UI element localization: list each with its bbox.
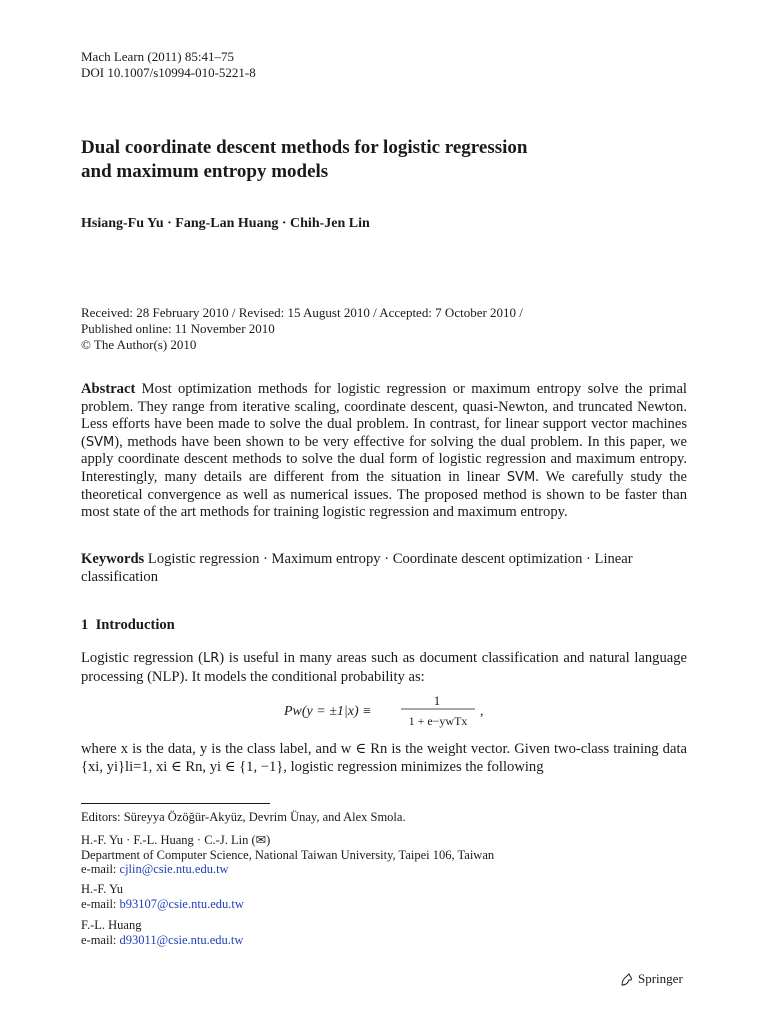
equation-comma: ,	[480, 704, 484, 719]
intro-paragraph-1	[81, 649, 687, 686]
equation-conditional-probability	[0, 690, 768, 730]
equation-denominator: 1 + e−ywTx	[408, 714, 468, 728]
yu-name: H.-F. Yu	[81, 882, 123, 896]
huang-email-line	[81, 933, 243, 948]
huang-name: F.-L. Huang	[81, 918, 142, 932]
yu-contact	[81, 882, 244, 911]
lin-email-link[interactable]: cjlin@csie.ntu.edu.tw	[119, 862, 229, 876]
abbr-svm: SVM	[85, 434, 115, 450]
section-title: Introduction	[95, 617, 175, 633]
publication-dates	[81, 305, 523, 353]
email-label: e-mail:	[81, 896, 117, 911]
title-line-1: Dual coordinate descent methods for logistic regression	[81, 137, 528, 158]
affiliation-department: Department of Computer Science, National Taiwan University, Taipei 106, Taiwan	[81, 847, 495, 862]
abstract-text-1: Most optimization methods for logistic regression or maximum entropy solve the primal problem. They range from iterative scaling, coordinate descent, quasi-Newton, and truncated Newton. Less efforts have been made to solve the dual problem. In contrast, for linear support vector machines (	[81, 381, 687, 450]
journal-header	[81, 49, 256, 81]
copyright: © The Author(s) 2010	[81, 337, 197, 352]
intro-text-1: Logistic regression (	[81, 650, 203, 666]
email-label: e-mail:	[81, 932, 117, 947]
yu-email-link[interactable]: b93107@csie.ntu.edu.tw	[119, 896, 244, 911]
dates-line-1: Received: 28 February 2010 / Revised: 15 August 2010 / Accepted: 7 October 2010 /	[81, 305, 523, 320]
intro-paragraph-2: where x is the data, y is the class label, and w ∈ Rn is the weight vector. Given two-class training data {xi, yi}li=1, xi ∈ Rn, yi ∈ {1, −1}, logistic regression minimizes the following	[81, 741, 687, 775]
editors-note: Editors: Süreyya Özöğür-Akyüz, Devrim Ünay, and Alex Smola.	[81, 810, 406, 824]
affiliation-block	[81, 833, 494, 877]
footnote-rule	[81, 803, 270, 804]
doi: DOI 10.1007/s10994-010-5221-8	[81, 65, 256, 80]
equation-lhs: Pw(y = ±1|x) ≡	[284, 704, 372, 719]
abstract-text-2: ), methods have been shown to be very effective for solving the dual problem. In this paper, we apply coordinate descent methods to solve the dual form of logistic regression and maximum entropy. Interestingly, many details are different from the situation in linear	[81, 433, 687, 485]
email-label: e-mail:	[81, 862, 117, 876]
abbr-lr: LR	[203, 651, 220, 666]
author-list: Hsiang-Fu Yu · Fang-Lan Huang · Chih-Jen Lin	[81, 216, 370, 231]
affiliation-names: H.-F. Yu · F.-L. Huang · C.-J. Lin (✉)	[81, 833, 271, 847]
abstract-label: Abstract	[81, 381, 136, 397]
keywords-text: Logistic regression · Maximum entropy · Coordinate descent optimization · Linear classification	[81, 551, 633, 585]
intro-text-2: ) is useful in many areas such as document classification and natural language processing (NLP). It models the conditional probability as:	[81, 650, 687, 685]
dates-line-2: Published online: 11 November 2010	[81, 321, 275, 336]
abstract	[81, 381, 687, 522]
equation-numerator: 1	[433, 693, 441, 708]
springer-horse-icon	[619, 972, 634, 987]
title-line-2: and maximum entropy models	[81, 161, 329, 182]
yu-email-line	[81, 897, 244, 912]
publisher-name: Springer	[638, 971, 683, 986]
section-heading	[81, 617, 175, 634]
section-number: 1	[81, 617, 89, 633]
lin-email-line	[81, 862, 494, 877]
abstract-text-3: . We carefully study the theoretical convergence as well as numerical issues. The proposed method is shown to be faster than most state of the art methods for training logistic regression and maximum entropy.	[81, 468, 687, 521]
keywords-label: Keywords	[81, 551, 145, 567]
huang-email-link[interactable]: d93011@csie.ntu.edu.tw	[119, 932, 244, 947]
publisher-logo	[619, 971, 683, 987]
keywords	[81, 551, 687, 586]
abbr-svm: SVM	[506, 469, 536, 485]
huang-contact	[81, 918, 243, 947]
paper-title	[81, 136, 691, 184]
journal-citation: Mach Learn (2011) 85:41–75	[81, 49, 234, 64]
